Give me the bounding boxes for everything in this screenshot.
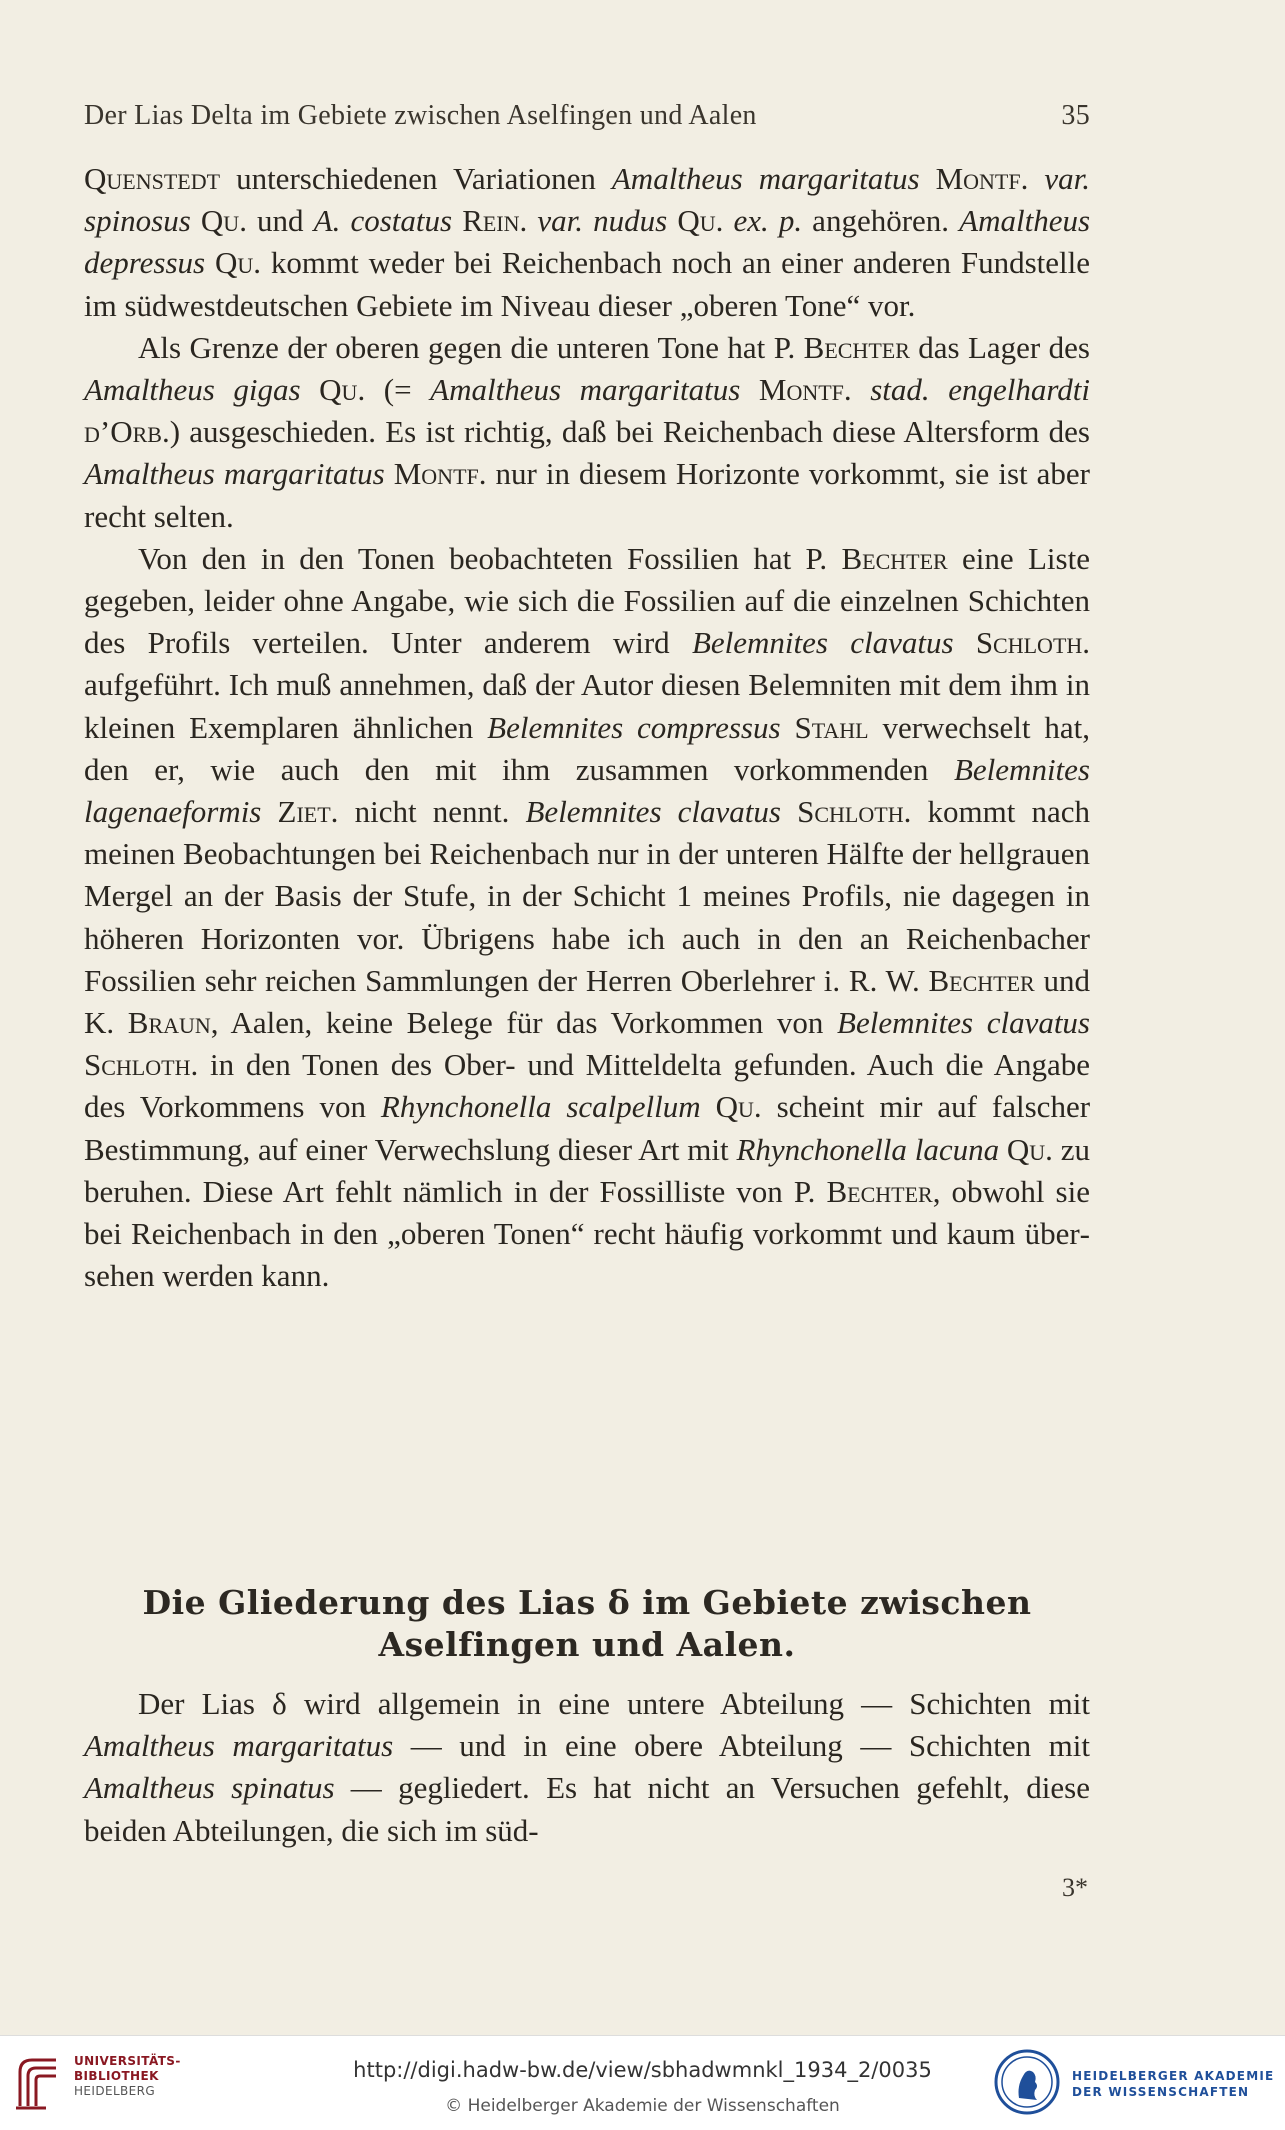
author-name: Qu.	[677, 203, 724, 239]
italic-taxon-name: var. spinosus	[84, 161, 1091, 239]
text-run: und	[246, 203, 314, 239]
page-number: 35	[1061, 100, 1090, 131]
text-run	[385, 456, 394, 491]
author-name: Bechter	[826, 1173, 933, 1209]
text-run	[667, 203, 677, 238]
text-run	[261, 794, 277, 829]
text-run: , Aalen, keine Belege für das Vorkommen von	[210, 1005, 838, 1041]
signature-mark: 3*	[1062, 1873, 1088, 1902]
text-run: ) ausgeschieden. Es ist richtig, daß bei Reichenbach diese Altersform des	[169, 414, 1090, 450]
text-run	[781, 710, 795, 745]
text-run: in den Tonen des Ober- und Mitteldelta gefunden. Auch die Angabe des Vorkommens von	[84, 1047, 1090, 1125]
section-heading	[84, 1582, 1090, 1666]
text-run: aufgeführt. Ich muß annehmen, daß der Autor diesen Belemniten mit dem ihm in kleinen Exemplaren ähnlichen	[84, 667, 1090, 745]
text-run: unterschiedenen Variationen	[220, 161, 612, 196]
text-run: — und in eine obere Abteilung — Schichten mit	[393, 1728, 1090, 1764]
italic-taxon-name: Belemnites clavatus	[837, 1005, 1090, 1041]
text-run: nicht nennt.	[338, 794, 526, 830]
italic-taxon-name: Amaltheus margaritatus	[84, 456, 385, 492]
italic-taxon-name: Belemnites clavatus	[525, 794, 781, 830]
text-run: kommt weder bei Reichenbach noch an einer anderen Fundstelle im südwestdeutschen Gebiete im Niveau dieser „oberen Tone“ vor.	[84, 245, 1090, 323]
author-name: Schloth.	[797, 794, 912, 830]
italic-taxon-name: Amaltheus gigas	[84, 372, 301, 408]
author-name: Montf.	[393, 456, 487, 492]
text-run: , obwohl sie bei Reichenbach in den „oberen Tonen“ recht häufig vorkommt und kaum übersehen werden kann.	[84, 1173, 1090, 1294]
text-run	[723, 203, 733, 238]
academy-line: DER WISSENSCHAFTEN	[1072, 2085, 1250, 2099]
library-line: HEIDELBERG	[74, 2084, 156, 2098]
author-name: Qu.	[200, 203, 247, 239]
text-run: zu beruhen. Diese Art fehlt nämlich in der Fossilliste von P.	[84, 1131, 1090, 1209]
text-run: kommt nach meinen Beobachtungen bei Reichenbach nur in der unteren Hälfte der hellgrauen Mergel an der Basis der Stufe, in der Schicht 1 meines Profils, nie dagegen in höheren Horizonten vor. Übrigens habe ich auch in den an Reichenbacher Fossilien sehr reichen Sammlungen der Herren Oberlehrer i. R. W.	[84, 794, 1091, 998]
body-text-block	[84, 158, 1090, 1297]
italic-taxon-name: Amaltheus spinatus	[84, 1770, 335, 1806]
section-heading-line: Die Gliederung des Lias δ im Gebiete zwischen	[142, 1583, 1032, 1622]
author-name: d’Orb.	[84, 414, 170, 450]
running-title: Der Lias Delta im Gebiete zwischen Aselfingen und Aalen	[84, 100, 757, 131]
text-run	[527, 203, 537, 238]
copyright-notice: © Heidelberger Akademie der Wissenschaften	[445, 2096, 840, 2116]
author-name: Rein.	[462, 203, 528, 239]
author-name: Stahl	[794, 709, 869, 745]
academy-name	[1072, 2068, 1274, 2100]
paragraph	[84, 1683, 1090, 1852]
text-run	[301, 372, 320, 407]
author-name: Bechter	[803, 329, 910, 365]
author-name: Montf.	[935, 161, 1029, 196]
author-name: Qu.	[319, 372, 366, 408]
text-run	[999, 1132, 1007, 1167]
italic-taxon-name: ex. p.	[733, 203, 803, 239]
author-name: Qu.	[214, 245, 262, 281]
author-name: Qu.	[1006, 1131, 1053, 1167]
author-name: Qu.	[715, 1089, 762, 1125]
library-line: UNIVERSITÄTS-	[74, 2054, 181, 2068]
text-run: Der Lias δ wird allgemein in eine untere Abteilung — Schichten mit	[138, 1686, 1090, 1721]
text-run	[452, 203, 462, 238]
italic-taxon-name: Rhynchonella lacuna	[736, 1131, 1000, 1167]
italic-taxon-name: stad. engelhardti	[870, 372, 1090, 408]
text-run	[781, 794, 797, 829]
text-run: verwechselt hat, den er, wie auch den mit ihm zusammen vorkommenden	[84, 709, 1091, 787]
author-name: Schloth.	[975, 625, 1091, 661]
text-run: und K.	[84, 962, 1090, 1041]
italic-taxon-name: Amaltheus margaritatus	[84, 1728, 394, 1764]
author-name: Montf.	[758, 372, 852, 408]
academy-line: HEIDELBERGER AKADEMIE	[1072, 2069, 1275, 2083]
section-heading-line: Aselfingen und Aalen.	[378, 1625, 796, 1664]
italic-taxon-name: A. costatus	[313, 203, 453, 239]
italic-taxon-name: Belemnites compressus	[487, 709, 781, 745]
text-run: nur in diesem Horizonte vorkommt, sie ist aber recht selten.	[84, 456, 1091, 534]
text-run	[920, 161, 936, 196]
text-run: angehören.	[802, 203, 960, 239]
author-name: Quenstedt	[84, 161, 221, 196]
text-run: das Lager des	[909, 329, 1090, 365]
text-run: Von den in den Tonen beobachteten Fossilien hat P.	[138, 540, 842, 576]
italic-taxon-name: Amaltheus depressus	[84, 203, 1091, 281]
italic-taxon-name: Amaltheus margaritatus	[611, 161, 920, 196]
permalink-url[interactable]: http://digi.hadw-bw.de/view/sbhadwmnkl_1934_2/0035	[353, 2058, 932, 2082]
paragraph	[84, 538, 1090, 1298]
section-body-text	[84, 1683, 1090, 1852]
author-name: Ziet.	[277, 794, 339, 830]
author-name: Schloth.	[84, 1047, 199, 1083]
text-run	[701, 1089, 716, 1124]
italic-taxon-name: Belemnites lagenaeformis	[84, 751, 1090, 830]
text-run	[852, 372, 871, 407]
text-run	[191, 203, 201, 238]
text-run: — gegliedert. Es hat nicht an Versuchen gefehlt, diese beiden Abteilungen, die sich im süd-	[84, 1770, 1090, 1848]
text-run: Als Grenze der oberen gegen die unteren Tone hat P.	[138, 329, 804, 365]
text-run: scheint mir auf falscher Bestimmung, auf einer Verwechslung dieser Art mit	[84, 1089, 1091, 1167]
text-run	[205, 245, 215, 280]
italic-taxon-name: var. nudus	[537, 203, 668, 239]
text-run: (=	[365, 372, 431, 408]
italic-taxon-name: Amaltheus margaritatus	[430, 372, 741, 408]
text-run	[740, 372, 759, 407]
library-line: BIBLIOTHEK	[74, 2069, 159, 2083]
italic-taxon-name: Rhynchonella scalpellum	[380, 1089, 701, 1125]
text-run	[1028, 161, 1044, 196]
author-name: Braun	[127, 1005, 211, 1041]
text-run: eine Liste gegeben, leider ohne Angabe, wie sich die Fossilien auf die einzelnen Schichten des Profils verteilen. Unter anderem wird	[84, 540, 1090, 661]
italic-taxon-name: Belemnites clavatus	[691, 625, 954, 661]
author-name: Bechter	[928, 962, 1035, 998]
paragraph	[84, 327, 1090, 538]
text-run	[954, 625, 976, 660]
author-name: Bechter	[841, 540, 948, 576]
academy-seal-icon	[993, 2046, 1061, 2118]
paragraph	[84, 158, 1090, 327]
viewer-footer	[0, 2035, 1285, 2130]
